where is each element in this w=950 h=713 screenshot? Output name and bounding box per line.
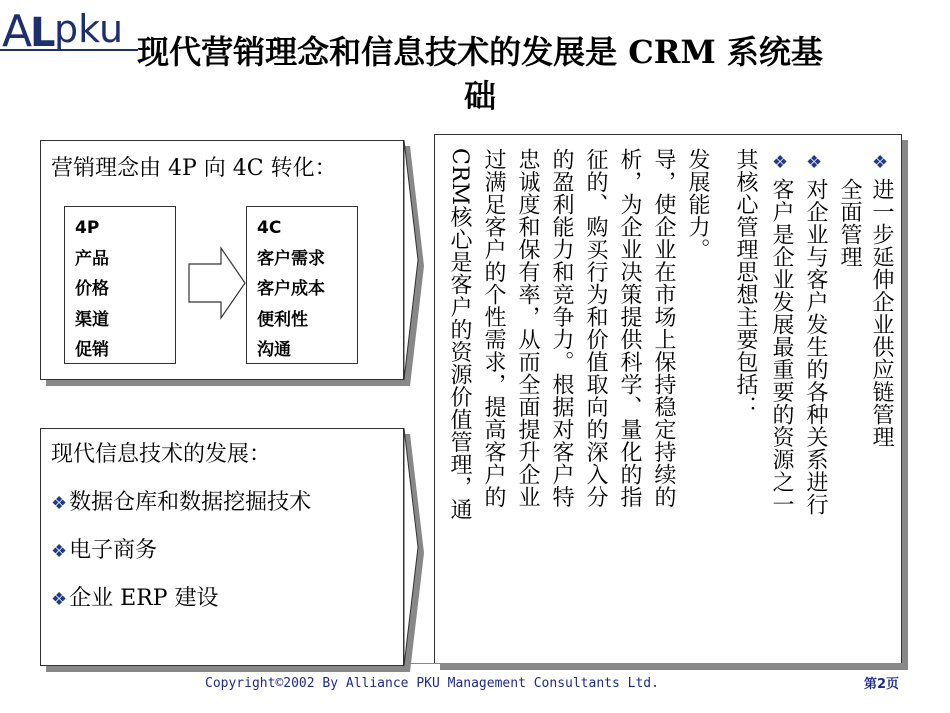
four-c-box (246, 206, 358, 364)
information-tech-box (40, 428, 404, 666)
core-ideas-heading: 其核心管理思想主要包括： (733, 148, 758, 418)
marketing-concept-box (40, 140, 404, 380)
four-c-item: 客户需求 (257, 248, 325, 269)
logo-letter-l: L (30, 10, 56, 54)
diamond-bullet-icon: ❖ (772, 152, 789, 173)
core-idea-item: 进一步延伸企业供应链管理 (869, 178, 894, 448)
tech-item (51, 581, 219, 612)
core-idea-item-continued: 全面管理 (837, 178, 862, 268)
tech-item-text: 企业 ERP 建设 (69, 586, 219, 611)
diamond-bullet-icon: ❖ (51, 493, 68, 514)
diamond-bullet-icon: ❖ (51, 541, 68, 562)
diamond-bullet-icon: ❖ (51, 589, 68, 610)
four-p-item: 价格 (75, 279, 109, 299)
tech-item-text: 电子商务 (69, 538, 158, 563)
four-p-title: 4P (75, 218, 100, 238)
core-idea-item: 客户是企业发展最重要的资源之一 (769, 178, 794, 516)
footer-divider (410, 663, 902, 664)
logo-letters-pku: pku (54, 7, 124, 51)
tech-item (51, 533, 157, 564)
slide-title (60, 30, 900, 118)
tech-item (51, 485, 311, 516)
diamond-bullet-icon: ❖ (872, 152, 889, 173)
four-c-title: 4C (257, 218, 282, 238)
crm-paragraph-column: 析，为企业决策提供科学、量化的指 (617, 148, 642, 508)
tech-item-text: 数据仓库和数据挖掘技术 (69, 490, 312, 515)
crm-paragraph-column: 的盈利能力和竞争力。根据对客户特 (549, 148, 574, 508)
connector-arrows (404, 140, 436, 680)
copyright-text: Copyright©2002 By Alliance PKU Management Consultants Ltd. (205, 676, 659, 691)
page-number: 第2页 (864, 677, 900, 692)
crm-paragraph-column: 征的、购买行为和价值取向的深入分 (583, 148, 608, 508)
marketing-box-heading: 营销理念由 4P 向 4C 转化： (51, 156, 337, 181)
tech-box-heading: 现代信息技术的发展： (51, 442, 272, 467)
four-p-item: 促销 (75, 340, 109, 360)
crm-paragraph-column: 忠诚度和保有率，从而全面提升企业 (515, 148, 540, 508)
four-c-item: 便利性 (257, 309, 308, 330)
logo-letter-a: A (2, 6, 33, 54)
four-c-item: 沟通 (257, 340, 291, 360)
crm-paragraph-column: CRM核心是客户的资源价值管理，通 (447, 148, 472, 521)
crm-paragraph-column: 导，使企业在市场上保持稳定持续的 (651, 148, 676, 508)
crm-paragraph-column: 过满足客户的个性需求，提高客户的 (481, 148, 506, 508)
core-idea-item: 对企业与客户发生的各种关系进行 (803, 178, 828, 516)
four-p-box (64, 206, 176, 364)
slide-title-line1: 现代营销理念和信息技术的发展是 CRM 系统基 (137, 33, 823, 71)
right-arrow-icon (187, 246, 247, 320)
four-p-item: 渠道 (75, 309, 109, 330)
four-c-item: 客户成本 (257, 279, 325, 299)
crm-paragraph-column: 发展能力。 (685, 148, 710, 261)
slide-title-line2: 础 (463, 77, 496, 115)
diamond-bullet-icon: ❖ (806, 152, 823, 173)
four-p-item: 产品 (75, 248, 109, 269)
